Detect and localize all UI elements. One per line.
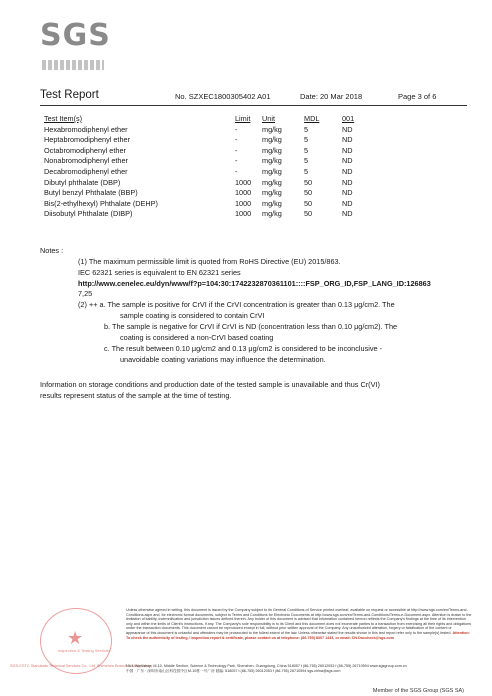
table-header-row [44,114,464,125]
cell-limit: - [235,145,238,155]
cell-limit: - [235,166,238,176]
member-line: Member of the SGS Group (SGS SA) [372,688,464,694]
cell-test-item: Octabromodiphenyl ether [44,145,126,155]
report-header [40,89,470,105]
terms-fine-print [126,608,472,640]
table-row [44,167,464,178]
cell-test-item: Bis(2-ethylhexyl) Phthalate (DEHP) [44,198,158,208]
header-divider [40,105,467,106]
cell-mdl: 50 [304,188,313,198]
cell-limit: - [235,135,238,145]
address-block [126,664,472,674]
cell-test-item: Hexabromodiphenyl ether [44,124,128,134]
table-row [44,188,464,199]
seal-star-icon: ★ [67,628,84,648]
cell-unit: mg/kg [262,145,282,155]
cell-result: ND [342,156,353,166]
cell-limit: 1000 [235,177,252,187]
authenticity-attention: Attention: To check the authenticity of testing / inspection report & certificate, please contact us at telephone: (86-755) 8307 1443, or email: CN.Doccheck@sgs.com [126,630,470,640]
logo-dot-pattern [42,60,104,70]
address-english: No.1 Workshop, M-10, Middle Section, Science & Technology Park, Shenzhen, Guangdong, China 518057 t (86-755) 26012053 f (86-755) 26710594 www.sgsgroup.com.cn [126,664,407,668]
cell-result: ND [342,198,353,208]
table-row [44,156,464,167]
cell-limit: 1000 [235,198,252,208]
cell-test-item: Decabromodiphenyl ether [44,166,128,176]
cell-mdl: 50 [304,198,313,208]
table-row [44,178,464,189]
note-2b-cont: coating is considered a non-CrVI based coating [120,333,274,342]
cell-limit: 1000 [235,209,252,219]
note-2b: b. The sample is negative for CrVI if CrVI is ND (concentration less than 0.10 μg/cm2). The [104,322,398,331]
footer [10,608,472,694]
sgs-logo [40,18,111,70]
cell-result: ND [342,209,353,219]
cell-mdl: 50 [304,177,313,187]
report-title: Test Report [40,89,99,101]
col-unit: Unit [262,114,275,123]
table-row [44,209,464,220]
cell-mdl: 50 [304,209,313,219]
note-1: (1) The maximum permissible limit is quoted from RoHS Directive (EU) 2015/863. [78,257,341,266]
note-1-url-cont: 7,25 [78,289,93,298]
cell-unit: mg/kg [262,209,282,219]
cell-result: ND [342,166,353,176]
report-number: No. SZXEC1800305402 A01 [175,92,271,101]
note-2c: c. The result between 0.10 μg/cm2 and 0.13 μg/cm2 is considered to be inconclusive - [104,344,383,353]
cell-test-item: Dibutyl phthalate (DBP) [44,177,121,187]
notes-section [40,246,470,376]
col-limit: Limit [235,114,251,123]
table-row [44,135,464,146]
cell-unit: mg/kg [262,198,282,208]
page-number: Page 3 of 6 [398,92,437,101]
cell-mdl: 5 [304,124,309,134]
cell-mdl: 5 [304,166,309,176]
cell-result: ND [342,124,353,134]
col-test-items: Test Item(s) [44,114,83,123]
seal-caption: SGS-CSTC Standards Technical Services Co., Ltd. Shenzhen Branch Testing Center [10,664,153,668]
storage-info: Information on storage conditions and production date of the tested sample is unavailable and thus Cr(VI) [40,380,380,389]
note-1-url[interactable]: http://www.cenelec.eu/dyn/www/f?p=104:30:1742232870361101::::FSP_ORG_ID,FSP_LANG_ID:126863 [78,279,431,288]
col-mdl: MDL [304,114,320,123]
terms-text: Unless otherwise agreed in writing, this document is issued by the Company subject to its General Conditions of Service printed overleaf, available on request or accessible at http://www.sgs.com/en/Terms-and-Conditions.aspx and, for electronic format documents, subject to Terms and Conditions for Electronic Documents at http://www.sgs.com/en/Terms-and-Conditions/Terms-e-Document.aspx. Attention is drawn to the limitation of liability, indemnification and jurisdiction issues defined therein. Any holder of this document is advised that information contained hereon reflects the Company's findings at the time of its intervention only and within the limits of Client's instructions, if any. The Company's sole responsibility is to its Client and this document does not exonerate parties to a transaction from exercising all their rights and obligations under the transaction documents. This document cannot be reproduced except in full, without prior written approval of the Company. Any unauthorized alteration, forgery or falsification of the content or appearance of this document is unlawful and offenders may be prosecuted to the fullest extent of the law. Unless otherwise stated the results shown in this test report refer only to the sample(s) tested. [126,608,472,635]
cell-unit: mg/kg [262,188,282,198]
notes-label: Notes : [40,246,64,255]
cell-unit: mg/kg [262,177,282,187]
storage-info-cont: results represent status of the sample at the time of testing. [40,391,232,400]
cell-test-item: Nonabromodiphenyl ether [44,156,128,166]
note-2c-cont: unavoidable coating variations may influence the determination. [120,355,326,364]
cell-unit: mg/kg [262,124,282,134]
note-2a-cont: sample coating is considered to contain CrVI [120,311,265,320]
seal-text: Inspection & Testing Services [58,648,111,653]
cell-limit: 1000 [235,188,252,198]
cell-test-item: Butyl benzyl Phthalate (BBP) [44,188,138,198]
col-sample-001: 001 [342,114,355,123]
cell-mdl: 5 [304,135,309,145]
report-date: Date: 20 Mar 2018 [300,92,363,101]
cell-mdl: 5 [304,156,309,166]
cell-unit: mg/kg [262,135,282,145]
cell-result: ND [342,145,353,155]
cell-result: ND [342,135,353,145]
cell-test-item: Diisobutyl Phthalate (DIBP) [44,209,133,219]
table-row [44,125,464,136]
cell-limit: - [235,124,238,134]
cell-test-item: Heptabromodiphenyl ether [44,135,130,145]
table-row [44,146,464,157]
logo-text: SGS [40,18,111,53]
note-1-iec: IEC 62321 series is equivalent to EN 62321 series [78,268,241,277]
cell-unit: mg/kg [262,156,282,166]
cell-result: ND [342,188,353,198]
results-table [44,114,464,220]
cell-unit: mg/kg [262,166,282,176]
cell-mdl: 5 [304,145,309,155]
cell-result: ND [342,177,353,187]
table-row [44,199,464,210]
address-chinese: 中国 · 广东 · 深圳市南山区科技园中区M-10栋一号厂房 邮编: 518057 t (86-755) 26012053 f (86-755) 26710594 sgs.china@sgs.com [126,669,341,674]
cell-limit: - [235,156,238,166]
note-2a: (2) ++ a. The sample is positive for CrVI if the CrVI concentration is greater than 0.13 μg/cm2. The [78,300,395,309]
